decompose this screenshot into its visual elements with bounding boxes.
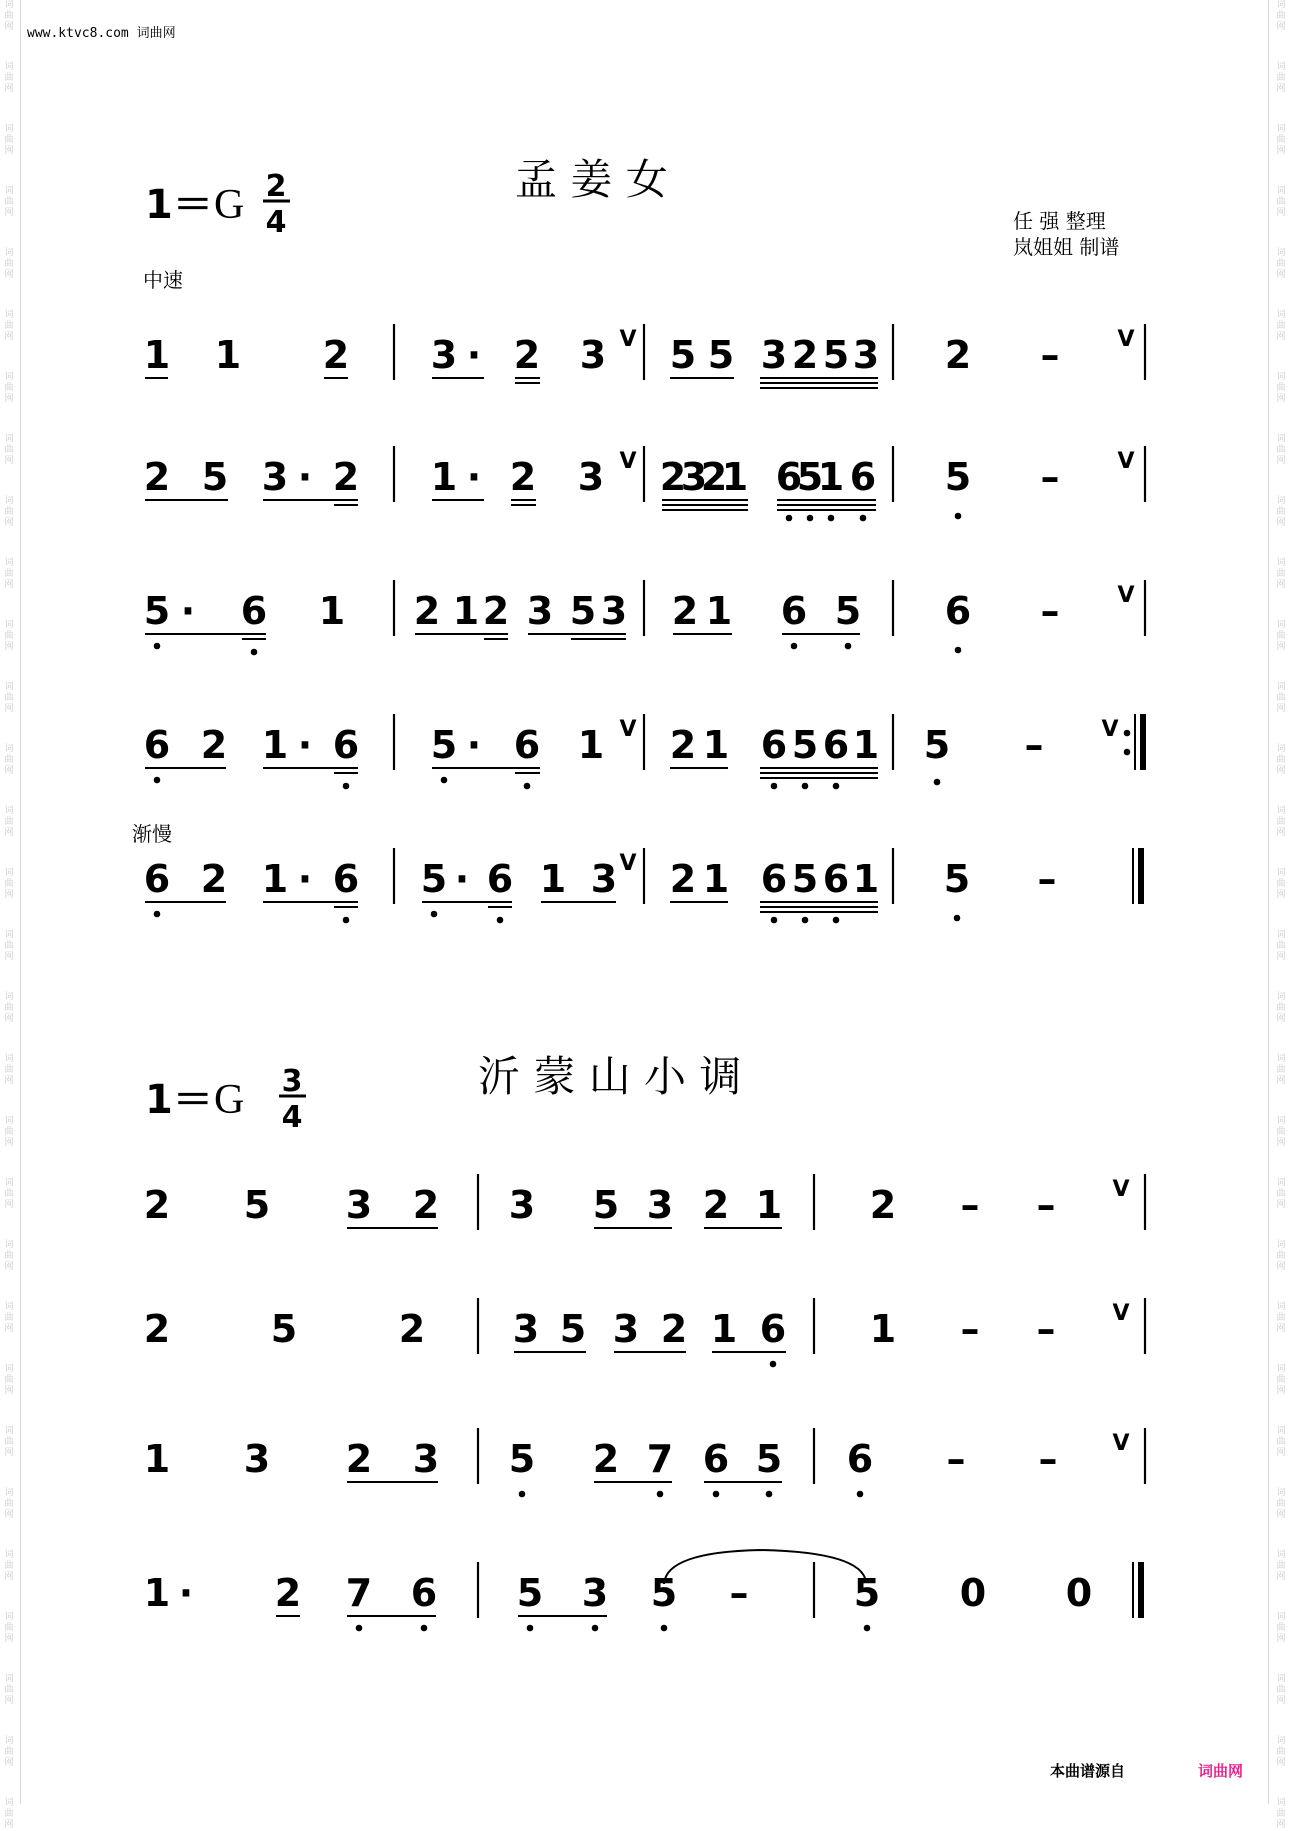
dash: – [1036,1183,1056,1227]
note: 3 [579,333,607,377]
watermark-mark: 词 曲 网 [4,124,14,156]
augmentation-dot: · [297,723,313,767]
tempo-ritardando: 渐慢 [132,822,172,846]
watermark-mark: 词 曲 网 [1276,1736,1286,1768]
note: 5 [201,455,229,499]
low-octave-dot [661,1625,668,1632]
watermark-mark: 词 曲 网 [4,1116,14,1148]
note: 1 [721,455,749,499]
watermark-mark: 词 曲 网 [4,62,14,94]
rest: 0 [1065,1571,1093,1615]
watermark-mark: 词 曲 网 [1276,496,1286,528]
note: 1 [261,857,289,901]
note: 2 [143,455,171,499]
low-octave-dot [251,649,258,656]
note: 5 [707,333,735,377]
note: 2 [513,333,541,377]
note: 6 [143,857,171,901]
repeat-dot [1124,749,1131,756]
low-octave-dot [791,643,798,650]
breath-mark: V [1101,717,1119,742]
tempo-moderato: 中速 [143,268,183,292]
watermark-mark: 词 曲 网 [4,744,14,776]
augmentation-dot: · [466,723,482,767]
low-octave-dot [356,1625,363,1632]
breath-mark: V [619,851,637,876]
note: 6 [332,857,360,901]
key-letter: G [214,1077,245,1123]
breath-mark: V [1112,1177,1130,1202]
note: 2 [592,1437,620,1481]
note: 5 [650,1571,678,1615]
note: 6 [513,723,541,767]
note: 3 [261,455,289,499]
note: 3 [345,1183,373,1227]
note: 3 [852,333,880,377]
low-octave-dot [524,783,531,790]
watermark-mark: 词 曲 网 [1276,248,1286,280]
note: 5 [143,589,171,633]
watermark-mark: 词 曲 网 [4,186,14,218]
note: 3 [526,589,554,633]
watermark-mark: 词 曲 网 [4,1426,14,1458]
augmentation-dot: · [466,455,482,499]
augmentation-dot: · [466,333,482,377]
note: 2 [143,1183,171,1227]
note: 3 [600,589,628,633]
watermark-mark: 词 曲 网 [1276,1798,1286,1830]
watermark-mark: 词 曲 网 [4,930,14,962]
note: 1 [214,333,242,377]
watermark-mark: 词 曲 网 [4,1736,14,1768]
note: 2 [944,333,972,377]
note: 5 [834,589,862,633]
breath-mark: V [1117,449,1135,474]
note: 6 [486,857,514,901]
low-octave-dot [771,783,778,790]
key-prefix: 1＝ [145,182,213,228]
final-barline-thick [1140,714,1146,770]
low-octave-dot [343,783,350,790]
note: 2 [200,723,228,767]
note: 5 [853,1571,881,1615]
note: 3 [581,1571,609,1615]
watermark-mark: 词 曲 网 [1276,930,1286,962]
note: 2 [332,455,360,499]
low-octave-dot [807,515,814,522]
note: 3 [612,1307,640,1351]
low-octave-dot [154,911,161,918]
note: 2 [791,333,819,377]
watermark-mark: 词 曲 网 [4,992,14,1024]
note: 2 [660,1307,688,1351]
breath-mark: V [1117,327,1135,352]
low-octave-dot [497,917,504,924]
watermark-mark: 词 曲 网 [4,1674,14,1706]
watermark-mark: 词 曲 网 [1276,1240,1286,1272]
watermark-mark: 词 曲 网 [4,620,14,652]
final-barline-thick [1138,848,1144,904]
watermark-mark: 词 曲 网 [4,1240,14,1272]
note: 2 [509,455,537,499]
note: 2 [669,857,697,901]
note: 2 [482,589,510,633]
note: 5 [822,333,850,377]
note: 2 [869,1183,897,1227]
note: 6 [849,455,877,499]
low-octave-dot [527,1625,534,1632]
watermark-mark: 词 曲 网 [1276,744,1286,776]
low-octave-dot [954,915,961,922]
low-octave-dot [431,911,438,918]
dash: – [1038,1437,1058,1481]
low-octave-dot [934,779,941,786]
note: 3 [508,1183,536,1227]
watermark-mark: 词 曲 网 [1276,62,1286,94]
low-octave-dot [421,1625,428,1632]
note: 2 [413,589,441,633]
note: 1 [869,1307,897,1351]
note: 6 [332,723,360,767]
low-octave-dot [857,1491,864,1498]
note: 2 [700,455,728,499]
note: 3 [577,455,605,499]
note: 6 [143,723,171,767]
note: 3 [512,1307,540,1351]
dash: – [946,1437,966,1481]
note: 2 [322,333,350,377]
watermark-mark: 词 曲 网 [4,0,14,32]
rest: 0 [959,1571,987,1615]
note: 6 [944,589,972,633]
watermark-mark: 词 曲 网 [4,1612,14,1644]
note: 5 [270,1307,298,1351]
note: 1 [318,589,346,633]
note: 2 [412,1183,440,1227]
watermark-mark: 词 曲 网 [4,372,14,404]
key-prefix: 1＝ [145,1077,213,1123]
watermark-mark: 词 曲 网 [1276,1674,1286,1706]
watermark-mark: 词 曲 网 [4,558,14,590]
song1-arranger: 任 强 整理 [1013,209,1106,233]
time-signature-bottom: 4 [281,1100,303,1135]
note: 1 [852,857,880,901]
note: 5 [944,455,972,499]
watermark-mark: 词 曲 网 [1276,868,1286,900]
low-octave-dot [955,513,962,520]
watermark-mark: 词 曲 网 [4,1798,14,1830]
note: 1 [702,723,730,767]
dash: – [729,1571,749,1615]
watermark-mark: 词 曲 网 [4,682,14,714]
watermark-mark: 词 曲 网 [1276,0,1286,32]
watermark-mark: 词 曲 网 [4,868,14,900]
note: 5 [791,723,819,767]
note: 1 [261,723,289,767]
note: 5 [796,455,824,499]
watermark-mark: 词 曲 网 [4,434,14,466]
note: 2 [669,723,697,767]
song2-key-signature [145,1064,306,1135]
watermark-mark: 词 曲 网 [1276,1488,1286,1520]
note: 1 [430,455,458,499]
watermark-mark: 词 曲 网 [4,310,14,342]
low-octave-dot [833,783,840,790]
note: 6 [822,723,850,767]
repeat-dot [1124,730,1131,737]
dash: – [1036,1307,1056,1351]
note: 7 [345,1571,373,1615]
dash: – [1037,857,1057,901]
note: 5 [669,333,697,377]
watermark-mark: 词 曲 网 [1276,434,1286,466]
note: 5 [791,857,819,901]
low-octave-dot [154,643,161,650]
tie [664,1550,866,1584]
watermark-mark: 词 曲 网 [1276,1178,1286,1210]
low-octave-dot [802,917,809,924]
note: 5 [430,723,458,767]
watermark-mark: 词 曲 网 [1276,682,1286,714]
watermark-mark: 词 曲 网 [4,1054,14,1086]
watermark-mark: 词 曲 网 [1276,186,1286,218]
low-octave-dot [786,515,793,522]
final-barline-thick [1138,1562,1144,1618]
note: 5 [755,1437,783,1481]
low-octave-dot [802,783,809,790]
song2-title: 沂 蒙 山 小 调 [478,1052,742,1101]
low-octave-dot [343,917,350,924]
footer-brand: 词曲网 [1198,1762,1244,1780]
note: 1 [539,857,567,901]
low-octave-dot [955,647,962,654]
breath-mark: V [619,327,637,352]
note: 5 [592,1183,620,1227]
song1-title: 孟 姜 女 [515,155,668,204]
note: 5 [943,857,971,901]
low-octave-dot [766,1491,773,1498]
note: 2 [345,1437,373,1481]
watermark-mark: 词 曲 网 [1276,620,1286,652]
breath-mark: V [619,717,637,742]
note: 6 [780,589,808,633]
note: 6 [846,1437,874,1481]
breath-mark: V [1112,1431,1130,1456]
low-octave-dot [592,1625,599,1632]
watermark-mark: 词 曲 网 [4,806,14,838]
note: 2 [200,857,228,901]
dash: – [1024,723,1044,767]
note: 3 [680,455,708,499]
dash: – [960,1183,980,1227]
low-octave-dot [828,515,835,522]
watermark-mark: 词 曲 网 [1276,1364,1286,1396]
note: 3 [590,857,618,901]
low-octave-dot [845,643,852,650]
footer-source-label: 本曲谱源自 [1050,1762,1126,1780]
watermark-mark: 词 曲 网 [4,1178,14,1210]
note: 1 [705,589,733,633]
note: 5 [559,1307,587,1351]
breath-mark: V [1117,583,1135,608]
note: 2 [702,1183,730,1227]
augmentation-dot: · [178,1571,194,1615]
note: 3 [412,1437,440,1481]
note: 1 [143,1437,171,1481]
augmentation-dot: · [297,455,313,499]
note: 3 [243,1437,271,1481]
watermark-mark: 词 曲 网 [1276,1302,1286,1334]
time-signature-top: 2 [265,169,287,204]
note: 6 [240,589,268,633]
note: 2 [143,1307,171,1351]
note: 3 [430,333,458,377]
note: 6 [822,857,850,901]
low-octave-dot [770,1361,777,1368]
watermark-mark: 词 曲 网 [1276,372,1286,404]
note: 6 [702,1437,730,1481]
note: 5 [420,857,448,901]
music-notes [144,324,1146,1631]
low-octave-dot [771,917,778,924]
watermark-mark: 词 曲 网 [4,1302,14,1334]
low-octave-dot [657,1491,664,1498]
song1-key-signature [145,169,290,240]
low-octave-dot [864,1625,871,1632]
note: 1 [143,1571,171,1615]
dash: – [1040,589,1060,633]
augmentation-dot: · [297,857,313,901]
note: 1 [817,455,845,499]
note: 6 [775,455,803,499]
site-header: www.ktvc8.com 词曲网 [27,26,176,41]
watermark-mark: 词 曲 网 [4,496,14,528]
note: 2 [671,589,699,633]
augmentation-dot: · [180,589,196,633]
watermark-mark: 词 曲 网 [1276,1550,1286,1582]
watermark-mark: 词 曲 网 [4,1488,14,1520]
breath-mark: V [619,449,637,474]
breath-mark: V [1112,1301,1130,1326]
key-letter: G [214,182,245,228]
watermark-mark: 词 曲 网 [1276,310,1286,342]
watermark-mark: 词 曲 网 [4,248,14,280]
time-signature-top: 3 [281,1064,303,1099]
watermark-mark: 词 曲 网 [1276,558,1286,590]
note: 3 [646,1183,674,1227]
watermark-mark: 词 曲 网 [1276,1426,1286,1458]
watermark-mark: 词 曲 网 [1276,124,1286,156]
watermark-mark: 词 曲 网 [1276,1116,1286,1148]
note: 3 [760,333,788,377]
note: 2 [274,1571,302,1615]
dash: – [1040,455,1060,499]
augmentation-dot: · [454,857,470,901]
note: 1 [577,723,605,767]
watermark-mark: 词 曲 网 [1276,1612,1286,1644]
low-octave-dot [713,1491,720,1498]
note: 2 [659,455,687,499]
low-octave-dot [441,777,448,784]
note: 1 [143,333,171,377]
note: 5 [516,1571,544,1615]
note: 6 [760,857,788,901]
low-octave-dot [519,1491,526,1498]
note: 6 [759,1307,787,1351]
note: 5 [923,723,951,767]
watermark-mark: 词 曲 网 [1276,806,1286,838]
watermark-mark: 词 曲 网 [4,1364,14,1396]
note: 5 [569,589,597,633]
low-octave-dot [154,777,161,784]
watermark-mark: 词 曲 网 [4,1550,14,1582]
low-octave-dot [860,515,867,522]
note: 1 [452,589,480,633]
time-signature-bottom: 4 [265,205,287,240]
note: 1 [702,857,730,901]
note: 2 [398,1307,426,1351]
note: 5 [243,1183,271,1227]
note: 7 [646,1437,674,1481]
dash: – [1040,333,1060,377]
low-octave-dot [833,917,840,924]
note: 6 [410,1571,438,1615]
song1-transcriber: 岚姐姐 制谱 [1013,235,1120,259]
watermark-mark: 词 曲 网 [1276,1054,1286,1086]
note: 1 [710,1307,738,1351]
note: 1 [755,1183,783,1227]
note: 1 [852,723,880,767]
note: 5 [508,1437,536,1481]
watermark-mark: 词 曲 网 [1276,992,1286,1024]
dash: – [960,1307,980,1351]
note: 6 [760,723,788,767]
